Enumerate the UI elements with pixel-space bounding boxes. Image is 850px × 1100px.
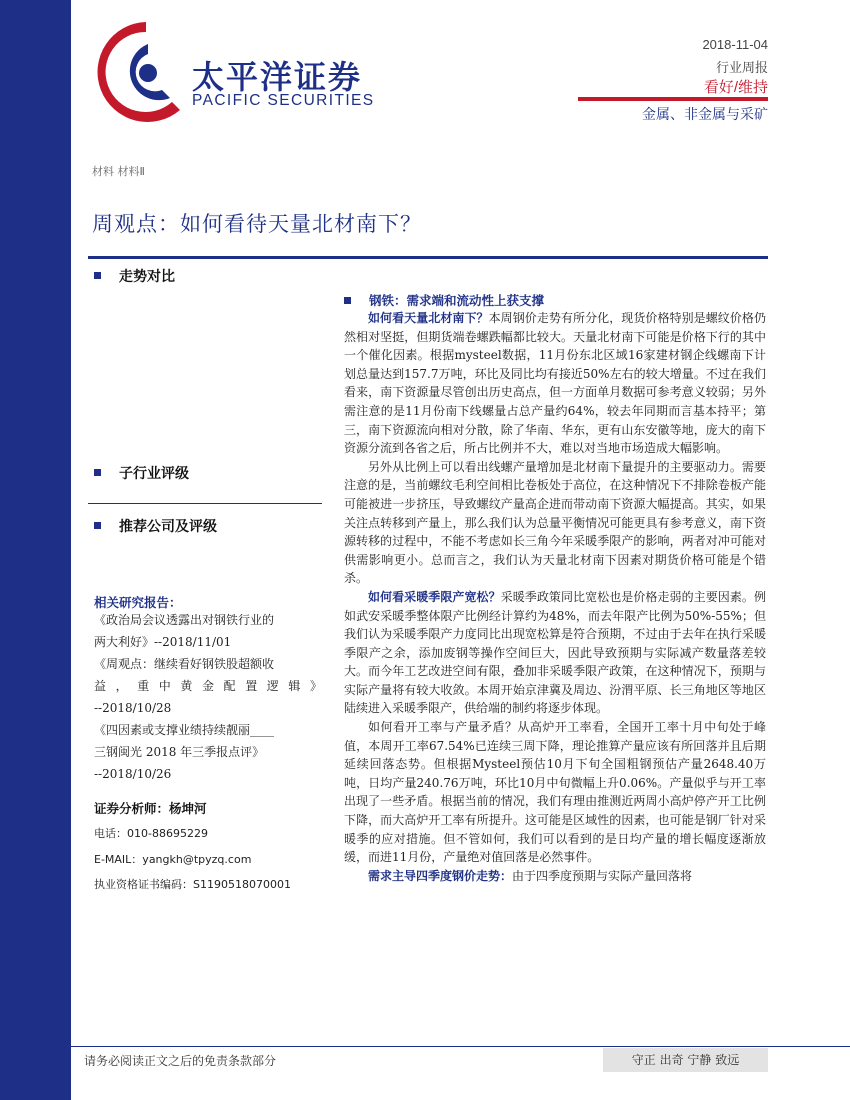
steel-section-title (344, 291, 544, 309)
section-label: 子行业评级 (119, 466, 189, 482)
page-title: 周观点：如何看待天量北材南下？ (92, 212, 422, 236)
article-body (344, 309, 766, 885)
rating: 看好/维持 (703, 79, 768, 96)
related-report-line: --2018/10/26 (94, 767, 172, 781)
related-reports-list (94, 609, 322, 785)
square-bullet-icon (94, 522, 101, 529)
footer-divider (70, 1046, 850, 1047)
related-report-line: 《周观点：继续看好钢铁股超额收 (94, 657, 275, 671)
left-accent-bar (0, 0, 71, 1100)
analyst-name: 证券分析师：杨坤河 (94, 801, 207, 816)
report-type: 行业周报 (715, 60, 768, 75)
paragraph-lead: 如何看天量北材南下？ (368, 311, 489, 325)
section-divider (88, 503, 322, 504)
industry-label: 金属、非金属与采矿 (642, 107, 768, 123)
related-report-line: 两大利好》--2018/11/01 (94, 635, 232, 649)
paragraph-text: 采暖季政策同比宽松也是价格走弱的主要因素。例如武安采暖季整体限产比例经计算约为48%，而去年限产比例为50%-55%；但我们认为采暖季限产力度同比出现宽松算是符合预期，不过由于去年在执行采暖季限产之余，添加废钢等操作空间巨大，因此导致预期与实际减产数量落差较大。而今年工艺改进空间有限，叠加非采暖季限产政策，在这种情况下，预期与实际产量将有较大收敛。本周开始京津冀及周边、汾渭平原、长三角地区等地区陆续进入采暖季限产，供给端的制约将逐步体现。 (344, 589, 766, 716)
disclaimer: 请务必阅读正文之后的免责条款部分 (84, 1054, 277, 1068)
related-reports-title: 相关研究报告： (94, 595, 182, 610)
section-label: 推荐公司及评级 (119, 519, 217, 535)
paragraph-text: 由于四季度预期与实际产量回落将 (512, 868, 693, 883)
analyst-phone: 电话：010-88695229 (94, 827, 208, 840)
square-bullet-icon (94, 469, 101, 476)
pacific-logo-icon (88, 18, 188, 126)
analyst-email: E-MAIL：yangkh@tpyzq.com (94, 853, 252, 866)
brand-name-cn: 太平洋证券 (192, 58, 363, 96)
paragraph (344, 588, 766, 718)
paragraph-lead: 如何看采暖季限产宽松？ (368, 589, 501, 604)
title-divider (88, 256, 768, 259)
section-label: 走势对比 (119, 269, 175, 285)
paragraph-text: 本周钢价走势有所分化，现货价格特别是螺纹价格仍然相对坚挺，但期货端卷螺跌幅都比较大。天量北材南下可能是价格下行的其中一个催化因素。根据mysteel数据，11月份东北区域16家建材钢企线螺南下计划总量达到157.7万吨，环比及同比均有接近50%左右的较大增量。不过在我们看来，南下资源量尽管创出历史高点，但一方面单月数据可参考意义较弱；另外需注意的是11月份南下线螺量占总产量约64%，较去年同期而言基本持平；第三，南下资源流向相对分散，除了华南、华东，更有山东安徽等地，庞大的南下资源分流到各省之后，所占比例并不大，难以对当地市场造成大幅影响。 (344, 311, 766, 456)
related-report-line: --2018/10/28 (94, 701, 172, 715)
report-date: 2018-11-04 (702, 37, 768, 52)
related-report-line: 三钢闽光 2018 年三季报点评》 (94, 745, 265, 759)
paragraph (344, 309, 766, 458)
section-sub-industry-rating (94, 463, 189, 483)
related-report-line: 《政治局会议透露出对钢铁行业的 (94, 613, 275, 627)
paragraph (344, 867, 766, 886)
paragraph-lead: 需求主导四季度钢价走势： (368, 868, 513, 883)
square-bullet-icon (344, 297, 351, 304)
related-report-line: 益，重中黄金配置逻辑》 (94, 679, 322, 693)
brand-name-en: PACIFIC SECURITIES (192, 92, 375, 109)
paragraph: 另外从比例上可以看出线螺产量增加是北材南下量提升的主要驱动力。需要注意的是，当前螺纹毛利空间相比卷板处于高位，在这种情况下不排除卷板产能可能被进一步挤压，导致螺纹产量高企进而带动南下资源大幅提高。其实，如果关注点转移到产量上，那么我们认为总量平衡情况可能更具有参考意义，南下资源转移的过程中，不能不考虑如长三角今年采暖季限产的影响，两者对冲可能对供需影响更小。总而言之，我们认为天量北材南下因素对期货价格可能是个错杀。 (344, 459, 766, 586)
company-motto: 守正 出奇 宁静 致远 (603, 1048, 768, 1072)
breadcrumb: 材料 材料Ⅱ (92, 165, 145, 178)
analyst-license: 执业资格证书编码：S1190518070001 (94, 878, 291, 891)
square-bullet-icon (94, 272, 101, 279)
related-report-line: 《四因素或支撑业绩持续靓丽____ (94, 723, 275, 737)
paragraph: 如何看开工率与产量矛盾？从高炉开工率看，全国开工率十月中旬处于峰值，本周开工率67.54%已连续三周下降，理论推算产量应该有所回落并且后期延续回落态势。但根据Mysteel预估10月下旬全国粗钢预估产量2648.40万吨，日均产量240.76万吨，环比10月中旬微幅上升0.06%。产量似乎与开工率出现了一些矛盾。根据当前的情况，我们有理由推测近两周小高炉停产开工比例下降，而大高炉开工率有所提升。这可能是区域性的因素，也可能是钢厂针对采暖季的应对措施。但不管如何，我们可以看到的是日均产量的增长幅度逐渐放缓，而进11月份，产量绝对值回落是必然事件。 (344, 720, 766, 865)
section-label: 钢铁：需求端和流动性上获支撑 (369, 293, 545, 308)
section-recommended-companies (94, 516, 217, 536)
section-trend-comparison (94, 266, 175, 286)
rating-divider (578, 97, 768, 101)
